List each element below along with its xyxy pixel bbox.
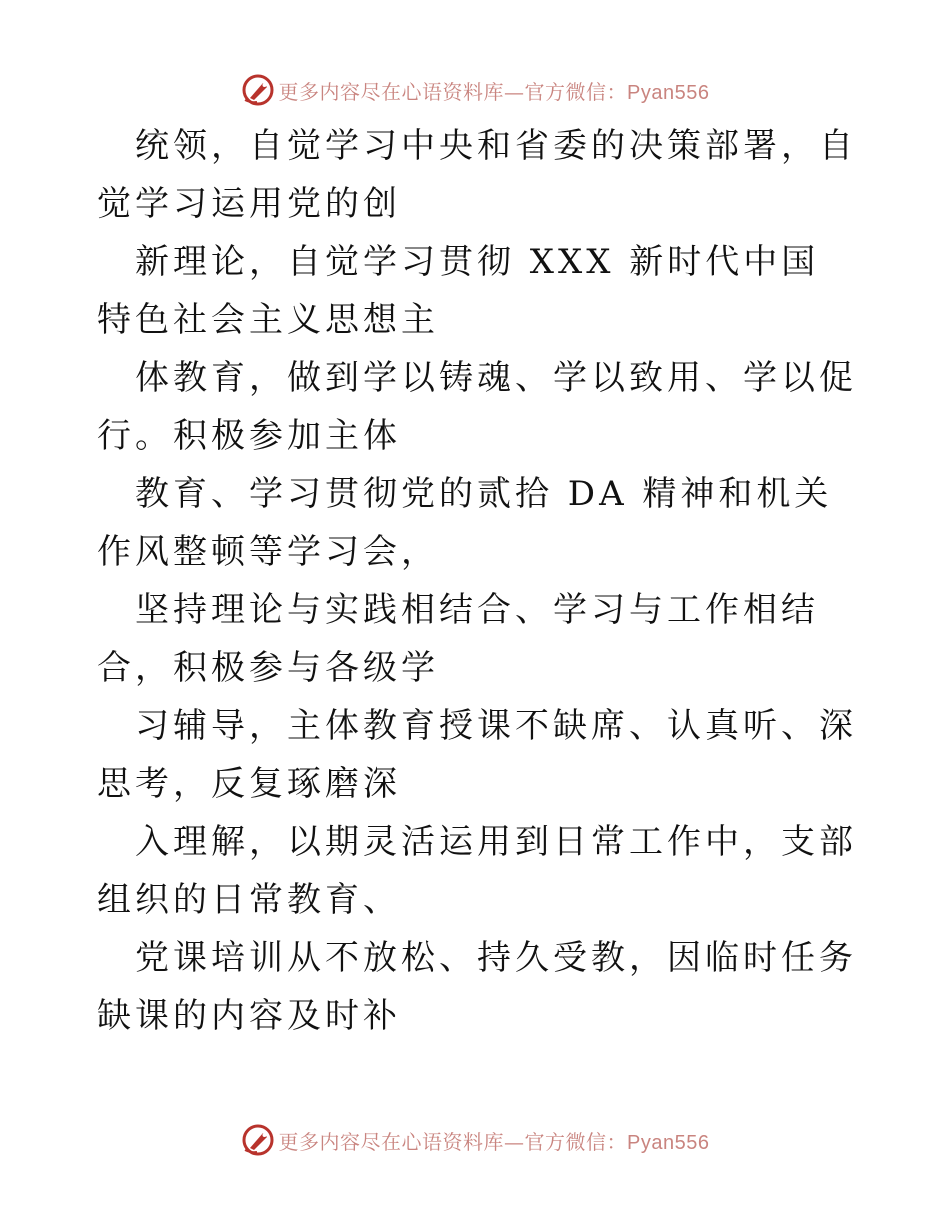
footer-banner-wechat: Pyan556 — [627, 1131, 710, 1154]
paragraph: 统领，自觉学习中央和省委的决策部署，自觉学习运用党的创 — [97, 126, 857, 224]
header-banner — [0, 68, 950, 112]
paragraph: 教育、学习贯彻党的贰拾 DA 精神和机关作风整顿等学习会， — [97, 474, 833, 572]
footer-banner-text — [279, 1126, 710, 1155]
paragraph: 体教育，做到学以铸魂、学以致用、学以促行。积极参加主体 — [97, 358, 857, 456]
header-banner-wechat: Pyan556 — [627, 81, 710, 104]
paragraph: 新理论，自觉学习贯彻 XXX 新时代中国特色社会主义思想主 — [97, 242, 820, 340]
paragraph: 坚持理论与实践相结合、学习与工作相结合，积极参与各级学 — [97, 590, 819, 688]
body-text — [97, 117, 857, 1045]
paragraph: 习辅导，主体教育授课不缺席、认真听、深思考，反复琢磨深 — [97, 706, 857, 804]
header-banner-main: 更多内容尽在心语资料库—官方微信： — [278, 79, 628, 104]
pen-nib-logo-icon — [241, 1123, 275, 1157]
pen-nib-logo-icon — [241, 73, 275, 107]
header-banner-text — [279, 76, 710, 105]
paragraph: 入理解，以期灵活运用到日常工作中，支部组织的日常教育、 — [97, 822, 857, 920]
paragraph: 党课培训从不放松、持久受教，因临时任务缺课的内容及时补 — [97, 938, 857, 1036]
footer-banner-main: 更多内容尽在心语资料库—官方微信： — [278, 1129, 628, 1154]
footer-banner — [0, 1118, 950, 1162]
